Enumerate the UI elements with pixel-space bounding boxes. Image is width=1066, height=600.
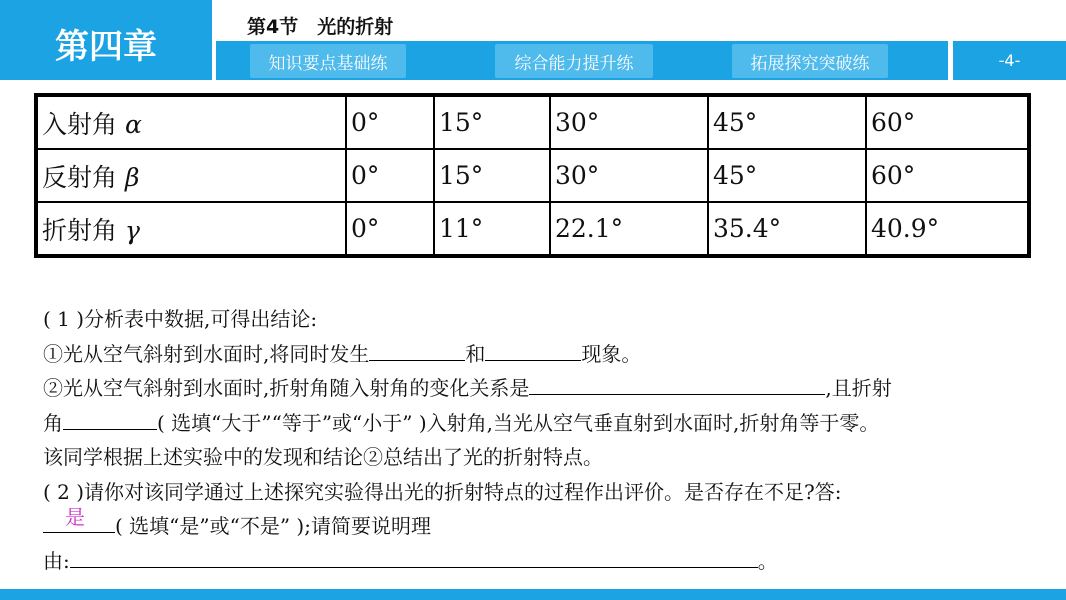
table-cell: 15° [434,149,550,202]
answer-text: 是 [65,504,85,529]
row-label: 入射角 α [36,95,346,149]
table-cell: 30° [550,95,708,149]
answer-blank[interactable] [485,338,581,361]
table-cell: 0° [346,202,434,256]
text-line: ( 2 )请你对该同学通过上述探究实验得出光的折射特点的过程作出评价。是否存在不足?答: [43,479,842,504]
table-row [36,95,1029,149]
table-cell: 60° [866,95,1029,149]
table-cell: 11° [434,202,550,256]
answer-blank[interactable] [63,407,157,430]
text-line: 该同学根据上述实验中的发现和结论②总结出了光的折射特点。 [43,445,603,469]
table-row [36,149,1029,202]
bottom-bar [0,589,1066,600]
text-line: 角 ( 选填“大于”“等于”或“小于” )入射角,当光从空气垂直射到水面时,折射角等于零。 [43,406,1043,441]
chapter-label: 第四章 [0,0,212,80]
table-cell: 30° [550,149,708,202]
tab-exploration-practice[interactable]: 拓展探究突破练 [732,44,888,78]
text-line: 是 ( 选填“是”或“不是” );请简要说明理 [43,509,1043,544]
section-title: 第4节 光的折射 [247,16,394,38]
row-label: 折射角 γ [36,202,346,256]
table-cell: 45° [708,95,866,149]
tab-basic-practice[interactable]: 知识要点基础练 [250,44,406,78]
table-cell: 40.9° [866,202,1029,256]
table-cell: 22.1° [550,202,708,256]
angle-table [34,93,1031,258]
text-line: ( 1 )分析表中数据,可得出结论: [43,307,318,331]
question-text [43,302,1043,578]
tab-ability-practice[interactable]: 综合能力提升练 [495,44,653,78]
text-line: 由: 。 [43,544,1043,579]
table-row [36,202,1029,256]
answer-blank[interactable] [529,372,825,395]
table-cell: 15° [434,95,550,149]
table-cell: 35.4° [708,202,866,256]
page-number: -4- [953,41,1066,80]
answer-blank[interactable] [369,338,465,361]
answer-blank[interactable] [43,504,115,533]
row-label: 反射角 β [36,149,346,202]
table-cell: 0° [346,149,434,202]
text-line: ①光从空气斜射到水面时,将同时发生 和 现象。 [43,337,1043,372]
table-cell: 60° [866,149,1029,202]
answer-blank[interactable] [70,545,758,568]
table-cell: 0° [346,95,434,149]
text-line: ②光从空气斜射到水面时,折射角随入射角的变化关系是 ,且折射 [43,371,1043,406]
table-cell: 45° [708,149,866,202]
